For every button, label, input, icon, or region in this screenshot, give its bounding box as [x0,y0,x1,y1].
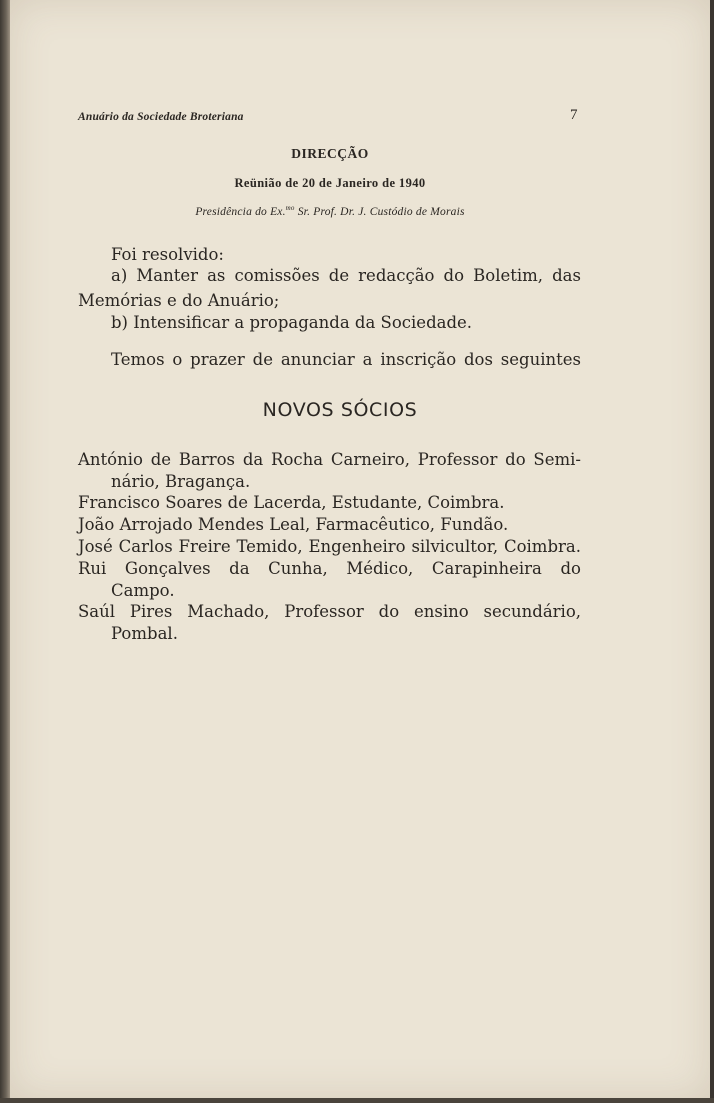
presidency-suffix: Sr. Prof. Dr. J. Custódio de Morais [294,205,465,218]
page-bottom-edge [0,1098,714,1103]
announcement-text: Temos o prazer de anunciar a inscrição dos seguintes [111,350,581,369]
member-entry-4: José Carlos Freire Temido, Engenheiro silvicultor, Coimbra. [78,537,581,556]
member-entry-1-line2: nário, Bragança. [111,472,251,491]
presidency-superscript: mo [285,204,295,212]
presidency-line [10,204,650,218]
page-binding-edge [0,0,10,1103]
member-entry-5-line1: Rui Gonçalves da Cunha, Médico, Carapinheira do [78,559,581,578]
document-page [10,0,710,1098]
resolution-item-b: b) Intensificar a propaganda da Sociedade. [111,313,473,332]
resolution-item-a-line2: Memórias e do Anuário; [78,291,280,310]
member-entry-3: João Arrojado Mendes Leal, Farmacêutico, Fundão. [78,515,509,534]
meeting-date-line: Reünião de 20 de Janeiro de 1940 [234,176,426,190]
member-entry-2: Francisco Soares de Lacerda, Estudante, Coimbra. [78,493,505,512]
member-entry-6-line1: Saúl Pires Machado, Professor do ensino secundário, [78,602,581,621]
presidency-prefix: Presidência do Ex. [195,205,286,218]
member-entry-5-line2: Campo. [111,581,175,600]
resolution-item-a-line1: a) Manter as comissões de redacção do Boletim, das [111,266,581,285]
running-title: Anuário da Sociedade Broteriana [78,111,244,123]
section-title: DIRECÇÃO [291,146,369,161]
resolution-intro: Foi resolvido: [111,245,224,264]
page-number: 7 [570,107,578,123]
member-entry-1-line1: António de Barros da Rocha Carneiro, Professor do Semi- [78,450,581,469]
new-members-heading: NOVOS SÓCIOS [262,399,418,421]
member-entry-6-line2: Pombal. [111,624,178,643]
